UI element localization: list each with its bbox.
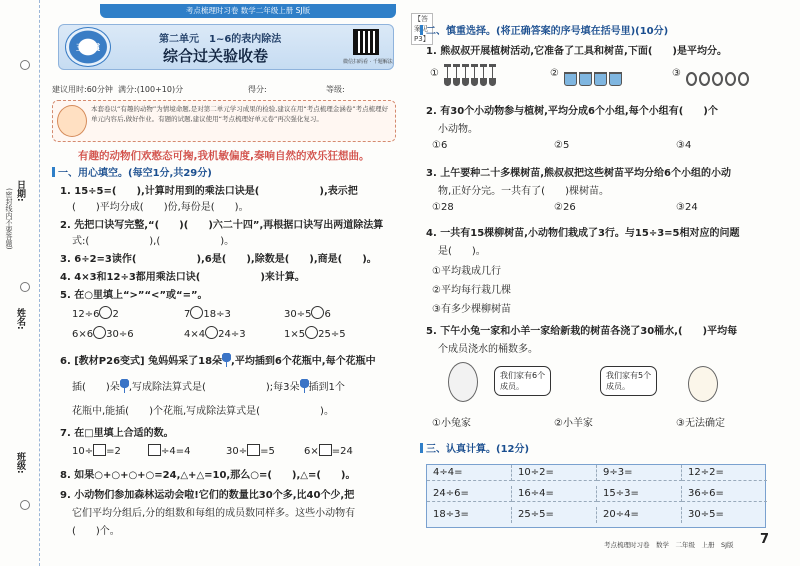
s2-q1-line[interactable]: 1. 熊叔叔开展植树活动,它准备了工具和树苗,下面( )是平均分。: [426, 46, 727, 57]
fill-box-item[interactable]: 30÷ =5: [226, 446, 275, 457]
qr-caption: 微信扫码看 · 千题解法: [343, 59, 393, 65]
sheep-icon: [688, 366, 718, 402]
s2-q5-option[interactable]: ①小兔家: [432, 418, 471, 429]
score-field[interactable]: 得分:: [248, 85, 267, 94]
s2-q5-option[interactable]: ③无法确定: [676, 418, 725, 429]
sheep-speech: 我们家有5个 成员。: [600, 366, 657, 396]
s2-q4-option[interactable]: ②平均每行栽几棵: [432, 285, 511, 296]
scissors-icon: [686, 64, 749, 86]
calc-cell[interactable]: 15÷3=: [597, 486, 682, 502]
fill-box-item[interactable]: ÷4=4: [148, 444, 190, 457]
s2-q3-option[interactable]: ③24: [676, 202, 698, 213]
date-label: 日期:: [15, 180, 25, 202]
compare-item[interactable]: 1×5 25÷5: [284, 326, 346, 340]
class-label: 班级:: [15, 452, 25, 474]
q3-line[interactable]: 3. 6÷2=3读作( ),6是( ),除数是( ),商是( )。: [60, 254, 377, 265]
title-banner: [58, 15, 430, 70]
score-total-label: 满分:(100+10)分: [118, 85, 184, 94]
q6-line2[interactable]: 插( )朵 ,写成除法算式是( );每3朵 插到1个: [72, 378, 345, 393]
q9-line1[interactable]: 9. 小动物们参加森林运动会啦!它们的数量比30个多,比40个少,把: [60, 490, 355, 501]
q6-line3[interactable]: 花瓶中,能插( )个花瓶,写成除法算式是( )。: [72, 406, 334, 417]
rabbit-speech: 我们家有6个 成员。: [494, 366, 551, 396]
name-label: 姓名:: [15, 308, 25, 330]
rabbit-icon: [448, 362, 478, 402]
calc-cell[interactable]: 16÷4=: [512, 486, 597, 502]
page-title: 综合过关验收卷: [163, 47, 269, 65]
s2-q2-line1[interactable]: 2. 有30个小动物参与植树,平均分成6个小组,每个小组有( )个: [426, 106, 718, 117]
binding-hole: [20, 282, 30, 292]
s2-q2-option[interactable]: ①6: [432, 140, 448, 151]
option-1-picture[interactable]: ①: [430, 64, 530, 90]
compare-item[interactable]: 7 18÷3: [184, 306, 231, 320]
seal-note: (密封线内不要答题): [5, 188, 13, 250]
compare-item[interactable]: 30÷5 6: [284, 306, 331, 320]
q5-line: 5. 在○里填上“>”“<”或“=”。: [60, 290, 208, 301]
q1-line1[interactable]: 1. 15÷5=( ),计算时用到的乘法口诀是( ),表示把: [60, 186, 358, 197]
option-2-picture[interactable]: ②: [550, 64, 650, 90]
compare-item[interactable]: 12÷6 2: [72, 306, 119, 320]
brand-logo: 王朝霞: [65, 27, 111, 67]
calc-cell[interactable]: 24÷6=: [427, 486, 512, 502]
s2-q4-line1[interactable]: 4. 一共有15棵柳树苗,小动物们栽成了3行。与15÷3=5相对应的问题: [426, 228, 740, 239]
intro-box: [52, 100, 396, 142]
fill-box-item[interactable]: 10÷ =2: [72, 446, 121, 457]
q6-line1[interactable]: 6. [教材P26变式] 兔妈妈采了18朵 ,平均插到6个花瓶中,每个花瓶中: [60, 352, 376, 367]
s2-q3-option[interactable]: ②26: [554, 202, 576, 213]
section2-title: 二、慎重选择。(将正确答案的序号填在括号里)(10分): [420, 22, 668, 37]
s2-q2-line2: 小动物。: [438, 124, 478, 135]
s2-q4-option[interactable]: ①平均栽成几行: [432, 266, 501, 277]
answer-tag: 【答案见P3】: [411, 13, 433, 45]
flower-icon: [300, 379, 309, 393]
calc-cell[interactable]: 18÷3=: [427, 507, 512, 523]
footer-text: 考点梳理时习卷 数学 二年级 上册 SJ版: [604, 541, 734, 549]
s2-q3-line2: 物,正好分完。一共有了( )棵树苗。: [438, 186, 609, 197]
grade-field[interactable]: 等级:: [326, 85, 345, 94]
s2-q5-option[interactable]: ②小羊家: [554, 418, 593, 429]
calc-table: [426, 464, 766, 528]
s2-q4-line2: 是( )。: [438, 246, 486, 257]
calc-cell[interactable]: 30÷5=: [688, 509, 724, 520]
unit-title: 第二单元 1~6的表内除法: [159, 34, 282, 45]
flower-icon: [120, 379, 129, 393]
s2-q4-option[interactable]: ③有多少棵柳树苗: [432, 304, 511, 315]
top-bar: 考点梳理时习卷 数学二年级上册 SJ版: [100, 4, 396, 18]
fill-box-item[interactable]: 6× =24: [304, 446, 353, 457]
intro-text: 本套卷以“有趣的动物”为情境命题,是对第二单元学习成果的检验,建议在用“考点梳理金涵卷”考点梳理好单元内容后,做好作业。有题的试题,建议使用“考点梳理好单元卷”再次强化复习。: [91, 105, 389, 123]
s2-q2-option[interactable]: ②5: [554, 140, 570, 151]
time-label: 建议用时:60分钟: [52, 85, 113, 94]
calc-cell[interactable]: 25÷5=: [512, 507, 597, 523]
calc-cell[interactable]: 9÷3=: [597, 465, 682, 481]
s2-q2-option[interactable]: ③4: [676, 140, 692, 151]
calc-cell[interactable]: 36÷6=: [682, 486, 767, 502]
shovel-icon: [444, 64, 496, 86]
section3-title: 三、认真计算。(12分): [420, 440, 529, 455]
s2-q5-line1[interactable]: 5. 下午小兔一家和小羊一家给新栽的树苗各浇了30桶水,( )平均每: [426, 326, 738, 337]
q9-line3[interactable]: ( )个。: [72, 526, 120, 537]
s2-q5-line2: 个成员浇水的桶数多。: [438, 344, 538, 355]
q8-line[interactable]: 8. 如果○+○+○+○=24,△+△=10,那么○=( ),△=( )。: [60, 470, 356, 481]
calc-cell[interactable]: 4÷4=: [427, 465, 512, 481]
qr-code-icon[interactable]: [353, 29, 379, 55]
compare-item[interactable]: 6×6 30÷6: [72, 326, 134, 340]
calc-cell[interactable]: 12÷2=: [682, 465, 767, 481]
calc-cell[interactable]: 10÷2=: [512, 465, 597, 481]
bucket-icon: [564, 64, 622, 86]
q7-line: 7. 在□里填上合适的数。: [60, 428, 174, 439]
s2-q3-line1[interactable]: 3. 上午要种二十多棵树苗,熊叔叔把这些树苗平均分给6个小组的小动: [426, 168, 731, 179]
q4-line[interactable]: 4. 4×3和12÷3都用乘法口诀( )来计算。: [60, 272, 305, 283]
q2-line2[interactable]: 式:( ),( )。: [72, 236, 235, 247]
mascot-icon: [57, 105, 87, 137]
section1-title: 一、用心填空。(每空1分,共29分): [52, 164, 212, 179]
q9-line2[interactable]: 它们平均分组后,分的组数和每组的成员数同样多。这些小动物有: [72, 508, 356, 519]
q2-line1[interactable]: 2. 先把口诀写完整,“( )( )六二十四”,再根据口诀写出两道除法算: [60, 220, 384, 231]
slogan: 有趣的动物们欢憨态可掬,我机敏偏度,奏响自然的欢乐狂想曲。: [78, 150, 370, 162]
calc-cell[interactable]: 20÷4=: [597, 507, 682, 523]
q1-line2[interactable]: ( )平均分成( )份,每份是( )。: [72, 202, 249, 213]
compare-item[interactable]: 4×4 24÷3: [184, 326, 246, 340]
page-number: 7: [760, 532, 770, 547]
s2-q3-option[interactable]: ①28: [432, 202, 454, 213]
option-3-picture[interactable]: ③: [672, 64, 772, 90]
binding-strip: [0, 0, 40, 566]
binding-hole: [20, 60, 30, 70]
binding-hole: [20, 500, 30, 510]
flower-icon: [222, 353, 231, 367]
